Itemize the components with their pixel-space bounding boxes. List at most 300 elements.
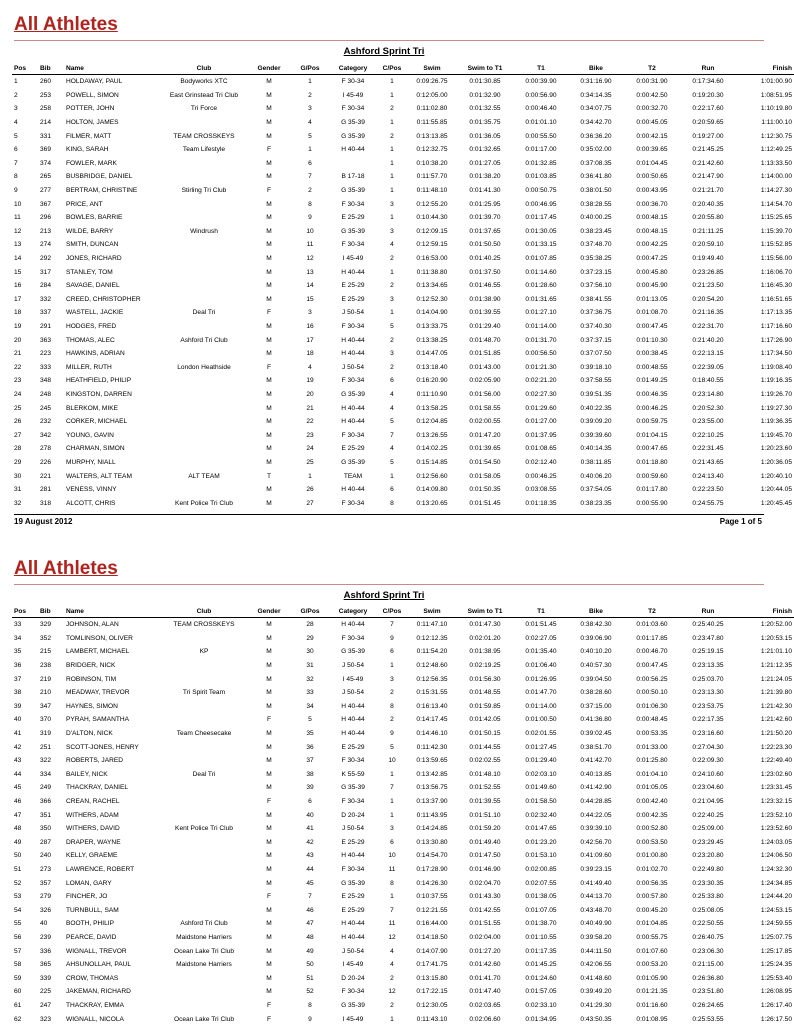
cell-gender: M [266, 431, 272, 439]
cell-run: 0:25:09.00 [692, 825, 724, 833]
cell-name: BOWLES, BARRIE [66, 214, 123, 222]
cell-name: HAWKINS, ADRIAN [66, 350, 125, 358]
cell-club: Bodyworks XTC [180, 78, 228, 86]
cell-bike: 0:37:07.50 [580, 350, 612, 358]
cell-finish: 1:20:45.45 [760, 499, 792, 507]
cell-club [160, 157, 248, 171]
cell-bib: 350 [40, 825, 52, 833]
table-row [12, 836, 794, 850]
cell-name: ROBERTS, JARED [66, 757, 124, 765]
cell-bib: 331 [40, 132, 52, 140]
cell-pos: 35 [14, 648, 22, 656]
cell-name: HEATHFIELD, PHILIP [66, 377, 132, 385]
cell-finish: 1:19:08.40 [760, 363, 792, 371]
cell-category-pos: 12 [388, 988, 396, 996]
cell-t2: 0:01:17.85 [636, 634, 668, 642]
cell-club [160, 863, 248, 877]
cell-t1: 0:02:27.30 [525, 390, 557, 398]
cell-t1: 0:01:18.35 [525, 499, 557, 507]
cell-bike: 0:41:48.60 [580, 974, 612, 982]
cell-swim-to-t1: 0:01:42.05 [469, 716, 501, 724]
cell-gender-pos: 50 [306, 961, 314, 969]
cell-category-pos: 1 [390, 119, 394, 127]
table-row [12, 469, 794, 483]
cell-category-pos: 3 [390, 295, 394, 303]
cell-swim-to-t1: 0:02:02.55 [469, 757, 501, 765]
cell-club [160, 632, 248, 646]
cell-category: G 35-39 [341, 227, 365, 235]
cell-category-pos: 4 [390, 445, 394, 453]
cell-gender-pos: 1 [308, 78, 312, 86]
cell-swim: 0:13:15.80 [416, 974, 448, 982]
cell-swim: 0:12:12.35 [416, 634, 448, 642]
cell-finish: 1:21:01.10 [760, 648, 792, 656]
cell-finish: 1:12:49.25 [760, 146, 792, 154]
cell-finish: 1:19:16.35 [760, 377, 792, 385]
cell-t2: 0:00:43.95 [636, 187, 668, 195]
cell-t1: 0:01:03.85 [525, 173, 557, 181]
cell-t2: 0:01:06.30 [636, 702, 668, 710]
cell-category-pos: 2 [390, 716, 394, 724]
cell-name: CREED, CHRISTOPHER [66, 295, 141, 303]
cell-swim: 0:11:43.10 [416, 1015, 448, 1023]
cell-swim: 0:12:21.55 [416, 906, 448, 914]
cell-club [160, 971, 248, 985]
cell-swim: 0:11:10.90 [416, 390, 448, 398]
cell-category: I 45-49 [342, 255, 364, 263]
cell-category: F 30-34 [341, 988, 365, 996]
cell-finish: 1:23:31.45 [760, 784, 792, 792]
cell-swim: 0:13:18.40 [416, 363, 448, 371]
cell-finish: 1:24:06.50 [760, 852, 792, 860]
cell-bib: 334 [40, 770, 52, 778]
cell-name: TURNBULL, SAM [66, 906, 119, 914]
cell-t1: 0:02:33.10 [525, 1001, 557, 1009]
table-row [12, 700, 794, 714]
cell-name: JAKEMAN, RICHARD [66, 988, 131, 996]
table-row [12, 917, 794, 931]
cell-finish: 1:20:40.10 [760, 472, 792, 480]
results-table [12, 62, 794, 510]
cell-category-pos: 10 [388, 757, 396, 765]
cell-name: ALCOTT, CHRIS [66, 499, 116, 507]
cell-category: H 40-44 [341, 336, 365, 344]
cell-category-pos: 7 [390, 621, 394, 629]
cell-club [160, 293, 248, 307]
cell-category: I 45-49 [342, 1015, 364, 1023]
table-row [12, 727, 794, 741]
cell-bib: 284 [40, 282, 52, 290]
cell-club [160, 795, 248, 809]
cell-bib: 279 [40, 893, 52, 901]
cell-gender-pos: 14 [306, 282, 314, 290]
cell-bike: 0:44:22.05 [580, 811, 612, 819]
cell-bike: 0:38:28.60 [580, 689, 612, 697]
cell-gender: M [266, 865, 272, 873]
cell-finish: 1:23:52.60 [760, 825, 792, 833]
cell-category-pos: 7 [390, 784, 394, 792]
cell-gender: M [266, 675, 272, 683]
cell-club: Windrush [190, 227, 218, 235]
cell-category-pos: 6 [390, 838, 394, 846]
cell-name: FINCHER, JO [66, 893, 108, 901]
cell-category-pos: 4 [390, 404, 394, 412]
cell-gender-pos: 5 [308, 132, 312, 140]
cell-category: G 35-39 [341, 879, 365, 887]
cell-bib: 225 [40, 988, 52, 996]
cell-gender-pos: 6 [308, 159, 312, 167]
cell-run: 0:21:47.90 [692, 173, 724, 181]
table-row [12, 740, 794, 754]
cell-name: JONES, RICHARD [66, 255, 122, 263]
cell-run: 0:20:55.80 [692, 214, 724, 222]
cell-finish: 1:17:34.50 [760, 350, 792, 358]
col-header: C/Pos [382, 64, 402, 72]
cell-bib: 336 [40, 947, 52, 955]
cell-run: 0:22:09.30 [692, 757, 724, 765]
cell-finish: 1:21:50.20 [760, 730, 792, 738]
cell-t2: 0:00:46.35 [636, 390, 668, 398]
cell-pos: 14 [14, 255, 22, 263]
cell-pos: 52 [14, 879, 22, 887]
cell-swim-to-t1: 0:01:49.40 [469, 838, 501, 846]
cell-t1: 0:01:58.50 [525, 798, 557, 806]
cell-swim: 0:14:26.30 [416, 879, 448, 887]
col-header: Bib [40, 64, 51, 72]
cell-pos: 58 [14, 961, 22, 969]
cell-bike: 0:37:08.35 [580, 159, 612, 167]
cell-swim: 0:10:37.55 [416, 893, 448, 901]
cell-category-pos: 7 [390, 431, 394, 439]
col-header: Swim to T1 [467, 64, 503, 72]
cell-t2: 0:00:32.70 [636, 105, 668, 113]
cell-finish: 1:20:23.60 [760, 445, 792, 453]
cell-name: KING, SARAH [66, 146, 109, 154]
cell-category: H 40-44 [341, 702, 365, 710]
cell-bib: 317 [40, 268, 52, 276]
cell-name: BRIDGER, NICK [66, 662, 116, 670]
cell-pos: 47 [14, 811, 22, 819]
cell-swim: 0:13:30.80 [416, 838, 448, 846]
cell-swim-to-t1: 0:01:48.70 [469, 336, 501, 344]
cell-bike: 0:38:11.85 [580, 458, 612, 466]
cell-swim: 0:14:07.90 [416, 947, 448, 955]
cell-swim-to-t1: 0:01:54.50 [469, 458, 501, 466]
cell-finish: 1:15:39.70 [760, 227, 792, 235]
cell-bib: 277 [40, 187, 52, 195]
cell-bike: 0:41:42.90 [580, 784, 612, 792]
col-header: Name [66, 607, 84, 615]
cell-swim-to-t1: 0:01:39.55 [469, 798, 501, 806]
cell-run: 0:22:23.50 [692, 486, 724, 494]
cell-swim-to-t1: 0:01:38.95 [469, 648, 501, 656]
cell-bib: 40 [40, 920, 48, 928]
cell-t1: 0:01:34.95 [525, 1015, 557, 1023]
cell-gender-pos: 26 [306, 486, 314, 494]
table-row [12, 374, 794, 388]
cell-category-pos: 1 [390, 173, 394, 181]
cell-pos: 36 [14, 662, 22, 670]
cell-category-pos: 1 [390, 770, 394, 778]
table-row [12, 360, 794, 374]
cell-club [160, 197, 248, 211]
cell-finish: 1:19:36.35 [760, 418, 792, 426]
cell-t2: 0:01:03.60 [636, 621, 668, 629]
cell-club: Ashford Tri Club [180, 920, 228, 928]
cell-category-pos: 10 [388, 852, 396, 860]
cell-finish: 1:20:52.00 [760, 621, 792, 629]
cell-category-pos: 6 [390, 377, 394, 385]
cell-swim: 0:09:26.75 [416, 78, 448, 86]
cell-bib: 365 [40, 961, 52, 969]
table-row [12, 781, 794, 795]
cell-gender-pos: 49 [306, 947, 314, 955]
cell-category: TEAM [343, 472, 363, 480]
cell-bike: 0:39:39.60 [580, 431, 612, 439]
cell-run: 0:26:36.80 [692, 974, 724, 982]
cell-category-pos: 1 [390, 1015, 394, 1023]
cell-t1: 0:01:49.60 [525, 784, 557, 792]
cell-run: 0:25:53.55 [692, 1015, 724, 1023]
cell-bib: 219 [40, 675, 52, 683]
cell-t2: 0:00:39.65 [636, 146, 668, 154]
cell-run: 0:21:43.65 [692, 458, 724, 466]
cell-category-pos: 9 [390, 634, 394, 642]
page-heading: All Athletes [14, 558, 118, 579]
table-row [12, 768, 794, 782]
table-row [12, 157, 794, 171]
cell-swim-to-t1: 0:01:47.30 [469, 621, 501, 629]
table-row [12, 333, 794, 347]
cell-category-pos: 2 [390, 132, 394, 140]
cell-t2: 0:01:33.00 [636, 743, 668, 751]
table-row [12, 795, 794, 809]
cell-run: 0:19:49.40 [692, 255, 724, 263]
cell-t1: 0:01:08.65 [525, 445, 557, 453]
cell-pos: 38 [14, 689, 22, 697]
cell-category: E 25-29 [341, 906, 365, 914]
cell-bike: 0:42:56.70 [580, 838, 612, 846]
cell-category-pos: 8 [390, 499, 394, 507]
cell-bike: 0:37:15.00 [580, 702, 612, 710]
cell-category: F 30-34 [341, 865, 365, 873]
cell-swim-to-t1: 0:02:05.90 [469, 377, 501, 385]
cell-bib: 223 [40, 350, 52, 358]
cell-bike: 0:41:09.60 [580, 852, 612, 860]
table-row [12, 822, 794, 836]
cell-name: MILLER, RUTH [66, 363, 112, 371]
cell-pos: 62 [14, 1015, 22, 1023]
cell-run: 0:25:40.25 [692, 621, 724, 629]
cell-t1: 0:01:14.00 [525, 322, 557, 330]
cell-category-pos: 7 [390, 906, 394, 914]
cell-t1: 0:00:50.75 [525, 187, 557, 195]
table-row [12, 496, 794, 510]
cell-category-pos: 1 [390, 662, 394, 670]
cell-t2: 0:00:55.90 [636, 499, 668, 507]
cell-t1: 0:00:55.50 [525, 132, 557, 140]
cell-category [330, 157, 376, 171]
cell-category: H 40-44 [341, 920, 365, 928]
cell-bike: 0:37:58.55 [580, 377, 612, 385]
cell-gender: F [266, 893, 272, 901]
col-header: Run [701, 607, 715, 615]
cell-t1: 0:01:51.45 [525, 621, 557, 629]
cell-name: CHARMAN, SIMON [66, 445, 125, 453]
cell-category: H 40-44 [341, 268, 365, 276]
cell-bike: 0:39:04.50 [580, 675, 612, 683]
cell-club [160, 265, 248, 279]
cell-name: POWELL, SIMON [66, 91, 119, 99]
cell-swim-to-t1: 0:01:50.15 [469, 730, 501, 738]
cell-gender-pos: 48 [306, 933, 314, 941]
cell-club: TEAM CROSSKEYS [173, 132, 235, 140]
cell-swim-to-t1: 0:01:42.60 [469, 961, 501, 969]
cell-category-pos: 1 [390, 146, 394, 154]
cell-club [160, 890, 248, 904]
cell-club [160, 483, 248, 497]
cell-swim-to-t1: 0:01:32.65 [469, 146, 501, 154]
cell-bike: 0:37:36.75 [580, 309, 612, 317]
cell-run: 0:23:51.80 [692, 988, 724, 996]
cell-finish: 1:26:17.40 [760, 1001, 792, 1009]
table-row [12, 985, 794, 999]
cell-gender-pos: 7 [308, 893, 312, 901]
cell-finish: 1:15:25.65 [760, 214, 792, 222]
cell-swim-to-t1: 0:01:30.85 [469, 78, 501, 86]
cell-run: 0:22:17.35 [692, 716, 724, 724]
cell-swim: 0:11:02.80 [416, 105, 448, 113]
cell-name: THACKRAY, EMMA [66, 1001, 125, 1009]
footer-rule [14, 514, 764, 515]
cell-gender: M [266, 933, 272, 941]
cell-bib: 352 [40, 634, 52, 642]
results-body [12, 75, 794, 511]
cell-club [160, 849, 248, 863]
cell-swim: 0:13:37.90 [416, 798, 448, 806]
cell-swim: 0:13:58.25 [416, 404, 448, 412]
cell-t1: 0:01:37.95 [525, 431, 557, 439]
cell-run: 0:21:40.20 [692, 336, 724, 344]
cell-t1: 0:01:27.10 [525, 309, 557, 317]
cell-run: 0:20:40.35 [692, 200, 724, 208]
cell-bib: 319 [40, 730, 52, 738]
cell-bike: 0:38:42.30 [580, 621, 612, 629]
cell-t1: 0:02:03.10 [525, 770, 557, 778]
cell-gender-pos: 25 [306, 458, 314, 466]
cell-bib: 226 [40, 458, 52, 466]
cell-swim: 0:14:24.85 [416, 825, 448, 833]
table-row [12, 279, 794, 293]
cell-gender: F [266, 187, 272, 195]
cell-t1: 0:00:46.40 [525, 105, 557, 113]
table-row [12, 428, 794, 442]
cell-swim-to-t1: 0:02:06.60 [469, 1015, 501, 1023]
cell-bib: 214 [40, 119, 52, 127]
cell-name: WALTERS, ALT TEAM [66, 472, 132, 480]
cell-swim-to-t1: 0:01:46.90 [469, 865, 501, 873]
cell-swim-to-t1: 0:01:58.55 [469, 404, 501, 412]
cell-bike: 0:38:51.70 [580, 743, 612, 751]
table-row [12, 999, 794, 1013]
cell-swim-to-t1: 0:01:35.75 [469, 119, 501, 127]
col-header: Bike [589, 607, 603, 615]
cell-category-pos: 4 [390, 961, 394, 969]
cell-swim: 0:14:46.10 [416, 730, 448, 738]
table-header-row [12, 62, 794, 75]
results-body [12, 618, 794, 1026]
cell-finish: 1:21:24.05 [760, 675, 792, 683]
cell-swim: 0:12:05.00 [416, 91, 448, 99]
table-row [12, 1012, 794, 1026]
cell-category-pos: 5 [390, 458, 394, 466]
cell-t2: 0:00:59.75 [636, 418, 668, 426]
cell-swim: 0:14:54.70 [416, 852, 448, 860]
cell-run: 0:23:29.45 [692, 838, 724, 846]
cell-gender: M [266, 662, 272, 670]
cell-pos: 10 [14, 200, 22, 208]
cell-club: Stirling Tri Club [181, 187, 227, 195]
cell-gender: M [266, 458, 272, 466]
cell-swim: 0:13:38.25 [416, 336, 448, 344]
cell-gender-pos: 9 [308, 1015, 312, 1023]
cell-t1: 0:01:01.10 [525, 119, 557, 127]
cell-name: SMITH, DUNCAN [66, 241, 119, 249]
cell-category-pos: 2 [390, 1001, 394, 1009]
cell-swim: 0:14:04.90 [416, 309, 448, 317]
cell-t2: 0:01:21.35 [636, 988, 668, 996]
col-header: Name [66, 64, 84, 72]
cell-bike: 0:42:06.55 [580, 961, 612, 969]
cell-pos: 54 [14, 906, 22, 914]
cell-run: 0:24:55.75 [692, 499, 724, 507]
cell-category-pos: 11 [388, 920, 396, 928]
cell-t1: 0:00:39.90 [525, 78, 557, 86]
cell-club: Tri Spirit Team [182, 689, 226, 697]
cell-t1: 0:03:08.55 [525, 486, 557, 494]
cell-swim: 0:13:33.75 [416, 322, 448, 330]
cell-category-pos: 1 [390, 159, 394, 167]
cell-finish: 1:21:39.80 [760, 689, 792, 697]
cell-category: I 45-49 [342, 961, 364, 969]
cell-t1: 0:01:45.25 [525, 961, 557, 969]
cell-t1: 0:01:07.05 [525, 906, 557, 914]
cell-bib: 274 [40, 241, 52, 249]
cell-swim: 0:12:52.30 [416, 295, 448, 303]
cell-bike: 0:41:29.30 [580, 1001, 612, 1009]
cell-club [160, 442, 248, 456]
cell-category-pos: 1 [390, 268, 394, 276]
cell-category: F 30-34 [341, 105, 365, 113]
cell-pos: 34 [14, 634, 22, 642]
cell-pos: 40 [14, 716, 22, 724]
cell-run: 0:23:53.75 [692, 702, 724, 710]
cell-swim-to-t1: 0:01:37.50 [469, 268, 501, 276]
cell-gender-pos: 1 [308, 146, 312, 154]
col-header: Swim [423, 607, 441, 615]
cell-bib: 273 [40, 865, 52, 873]
cell-name: WILDE, BARRY [66, 227, 114, 235]
cell-swim-to-t1: 0:01:51.10 [469, 811, 501, 819]
cell-club [160, 985, 248, 999]
cell-finish: 1:25:17.85 [760, 947, 792, 955]
col-header: Bib [40, 607, 51, 615]
cell-t2: 0:01:04.45 [636, 159, 668, 167]
race-title: Ashford Sprint Tri [343, 46, 425, 57]
cell-club [160, 170, 248, 184]
cell-category-pos: 3 [390, 200, 394, 208]
cell-swim-to-t1: 0:02:19.25 [469, 662, 501, 670]
